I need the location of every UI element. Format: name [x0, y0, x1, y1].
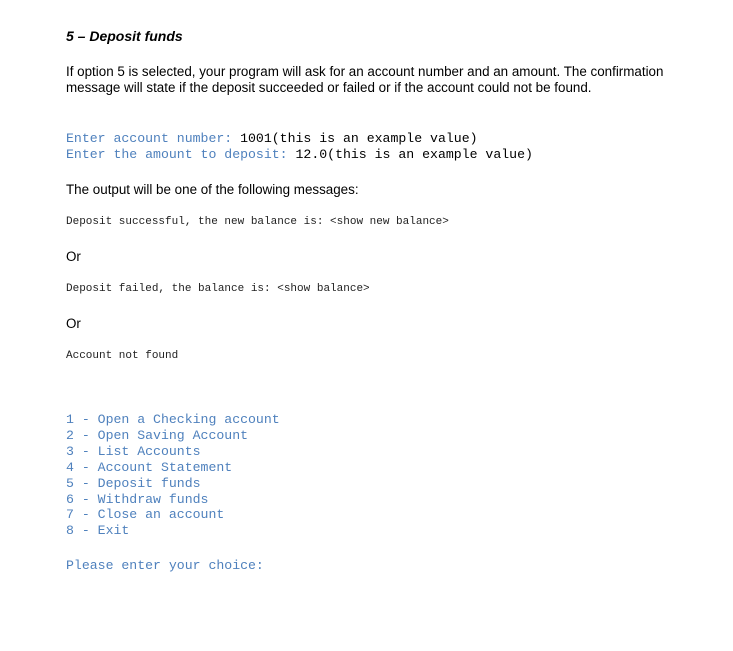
menu-item-close-account: 7 - Close an account [66, 507, 225, 523]
or-separator: Or [66, 249, 81, 264]
deposit-amount-prompt [66, 147, 533, 163]
menu-item-list-accounts: 3 - List Accounts [66, 443, 201, 459]
deposit-failed-message: Deposit failed, the balance is: <show balance> [66, 283, 370, 295]
prompt-note: (this is an example value) [327, 147, 533, 162]
menu-item-withdraw-funds: 6 - Withdraw funds [66, 491, 209, 507]
menu-item-exit: 8 - Exit [66, 523, 130, 539]
section-title: 5 – Deposit funds [66, 28, 183, 44]
prompt-label: Enter account number: [66, 131, 241, 146]
prompt-value: 1001 [240, 131, 272, 146]
menu-item-open-saving: 2 - Open Saving Account [66, 427, 249, 443]
main-menu [66, 412, 280, 539]
account-not-found-message: Account not found [66, 350, 179, 362]
menu-item-open-checking: 1 - Open a Checking account [66, 412, 280, 427]
output-intro-text: The output will be one of the following messages: [66, 182, 359, 197]
account-number-prompt [66, 131, 478, 147]
choice-prompt: Please enter your choice: [66, 558, 264, 573]
or-separator: Or [66, 316, 81, 331]
prompt-label: Enter the amount to deposit: [66, 147, 296, 162]
prompt-value: 12.0 [295, 147, 328, 162]
deposit-success-message: Deposit successful, the new balance is: <show new balance> [66, 216, 449, 228]
prompt-note: (this is an example value) [271, 131, 478, 146]
menu-item-deposit-funds: 5 - Deposit funds [66, 475, 201, 491]
section-description: If option 5 is selected, your program will ask for an account number and an amount. The confirmation message will state if the deposit succeeded or failed or if the account could not be found. [66, 64, 664, 95]
menu-item-account-statement: 4 - Account Statement [66, 459, 233, 475]
